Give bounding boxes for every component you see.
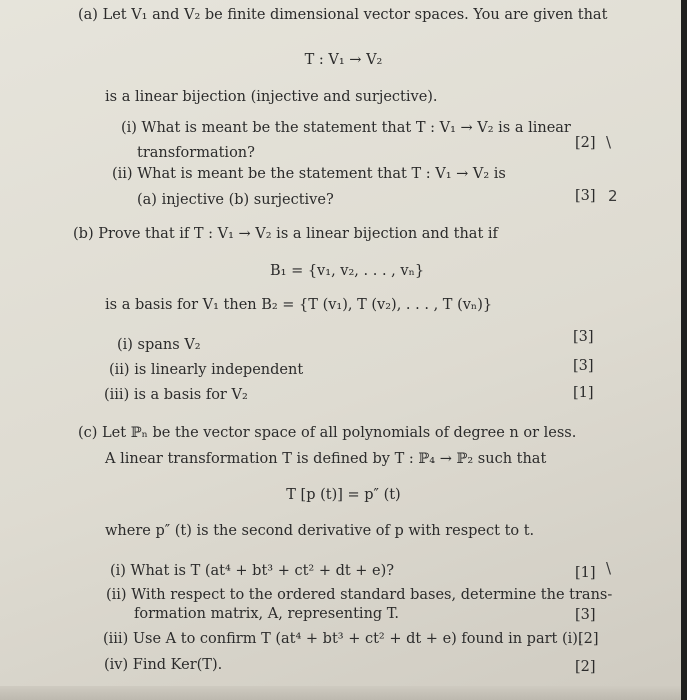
part-b-item-i: (i) spans V₂	[117, 337, 201, 353]
part-c-q2-line2: formation matrix, A, representing T.	[134, 606, 399, 622]
part-c-define: A linear transformation T is defined by T : ℙ₄ → ℙ₂ such that	[105, 451, 547, 467]
part-a-q2-line1: (ii) What is meant be the statement that T : V₁ → V₂ is	[112, 166, 506, 182]
part-c-q3: (iii) Use A to confirm T (at⁴ + bt³ + ct² + dt + e) found in part (i).	[103, 631, 583, 647]
part-a-map: T : V₁ → V₂	[304, 52, 383, 68]
part-b-item-ii-marks: [3]	[573, 358, 594, 374]
part-c-q1-handwritten: \	[606, 559, 612, 577]
part-b-intro: (b) Prove that if T : V₁ → V₂ is a linear bijection and that if	[73, 226, 498, 242]
part-c-intro: (c) Let ℙₙ be the vector space of all polynomials of degree n or less.	[78, 425, 577, 441]
page-bottom-shadow	[0, 686, 687, 700]
part-c-q4: (iv) Find Ker(T).	[104, 657, 223, 673]
part-a-q1-marks: [2]	[575, 135, 596, 151]
part-b-basis-b1: B₁ = {v₁, v₂, . . . , vₙ}	[270, 263, 425, 279]
part-b-item-i-marks: [3]	[573, 329, 594, 345]
part-a-bijection: is a linear bijection (injective and surjective).	[105, 89, 438, 105]
part-a-q2-handwritten: 2	[608, 187, 618, 205]
part-c-where: where p″ (t) is the second derivative of p with respect to t.	[105, 523, 535, 539]
part-a-intro: (a) Let V₁ and V₂ be finite dimensional vector spaces. You are given that	[78, 7, 608, 23]
part-c-q2-line1: (ii) With respect to the ordered standard bases, determine the trans-	[106, 587, 613, 603]
part-a-q2-line2: (a) injective (b) surjective?	[137, 192, 334, 208]
part-c-q2-marks: [3]	[575, 607, 596, 623]
part-c-q1: (i) What is T (at⁴ + bt³ + ct² + dt + e)?	[110, 563, 395, 579]
part-c-q1-marks: [1]	[575, 565, 596, 581]
part-c-q4-marks: [2]	[575, 659, 596, 675]
part-a-q1-line2: transformation?	[137, 145, 255, 161]
part-a-q1-line1: (i) What is meant be the statement that T : V₁ → V₂ is a linear	[121, 120, 571, 136]
part-c-q3-marks: [2]	[578, 631, 599, 647]
part-a-q1-handwritten: \	[606, 133, 612, 151]
part-b-item-iii: (iii) is a basis for V₂	[104, 387, 248, 403]
part-b-item-iii-marks: [1]	[573, 385, 594, 401]
part-b-item-ii: (ii) is linearly independent	[109, 362, 304, 378]
part-a-q2-marks: [3]	[575, 188, 596, 204]
page-edge	[681, 0, 687, 700]
part-b-basis-b2: is a basis for V₁ then B₂ = {T (v₁), T (v₂), . . . , T (vₙ)}	[105, 297, 493, 313]
part-c-formula: T [p (t)] = p″ (t)	[286, 487, 401, 503]
